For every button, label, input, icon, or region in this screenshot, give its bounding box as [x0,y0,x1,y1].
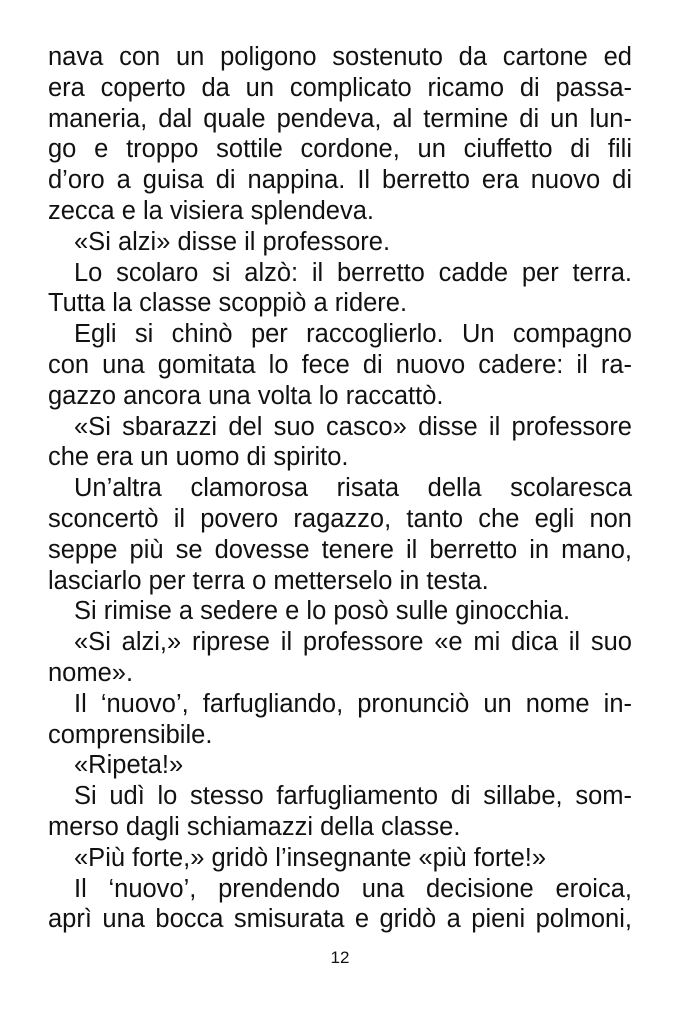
text-line: d’oro a guisa di nappina. Il berretto era nuovo di [48,166,632,195]
text-line: comprensibile. [48,720,213,749]
text-line: era coperto da un complicato ricamo di passa- [48,73,632,102]
text-line: «Si alzi» disse il professore. [74,227,391,256]
text-line: Si udì lo stesso farfugliamento di sillabe, som- [74,782,632,811]
text-line: Il ‘nuovo’, farfugliando, pronunciò un nome in- [74,689,632,718]
text-line: nome». [48,658,134,687]
text-line: Si rimise a sedere e lo posò sulle ginocchia. [74,597,571,626]
text-line: merso dagli schiamazzi della classe. [48,812,461,841]
text-line: Tutta la classe scoppiò a ridere. [48,289,408,318]
text-line: sconcertò il povero ragazzo, tanto che egli non [48,504,632,533]
text-line: che era un uomo di spirito. [48,443,349,472]
text-line: «Si sbarazzi del suo casco» disse il professore [74,412,632,441]
text-line: «Ripeta!» [74,751,184,780]
page-number: 12 [330,948,350,967]
text-line: Lo scolaro si alzò: il berretto cadde per terra. [74,258,632,287]
text-line: lasciarlo per terra o metterselo in testa. [48,566,489,595]
text-line: «Si alzi,» riprese il professore «e mi dica il suo [74,628,632,657]
text-line: Un’altra clamorosa risata della scolaresca [74,474,632,503]
text-line: zecca e la visiera splendeva. [48,196,375,225]
text-line: nava con un poligono sostenuto da cartone ed [48,43,632,71]
page-body-text [48,42,632,935]
text-line: con una gomitata lo fece di nuovo cadere: il ra- [48,350,632,379]
text-line: aprì una bocca smisurata e gridò a pieni polmoni, [48,905,632,934]
text-line: «Più forte,» gridò l’insegnante «più forte!» [74,843,547,872]
text-line: maneria, dal quale pendeva, al termine di un lun- [48,104,632,133]
text-line: Il ‘nuovo’, prendendo una decisione eroica, [74,874,632,903]
text-line: Egli si chinò per raccoglierlo. Un compagno [74,320,632,349]
text-line: gazzo ancora una volta lo raccattò. [48,381,444,410]
text-line: seppe più se dovesse tenere il berretto in mano, [48,535,632,564]
text-line: go e troppo sottile cordone, un ciuffetto di fili [48,135,632,164]
